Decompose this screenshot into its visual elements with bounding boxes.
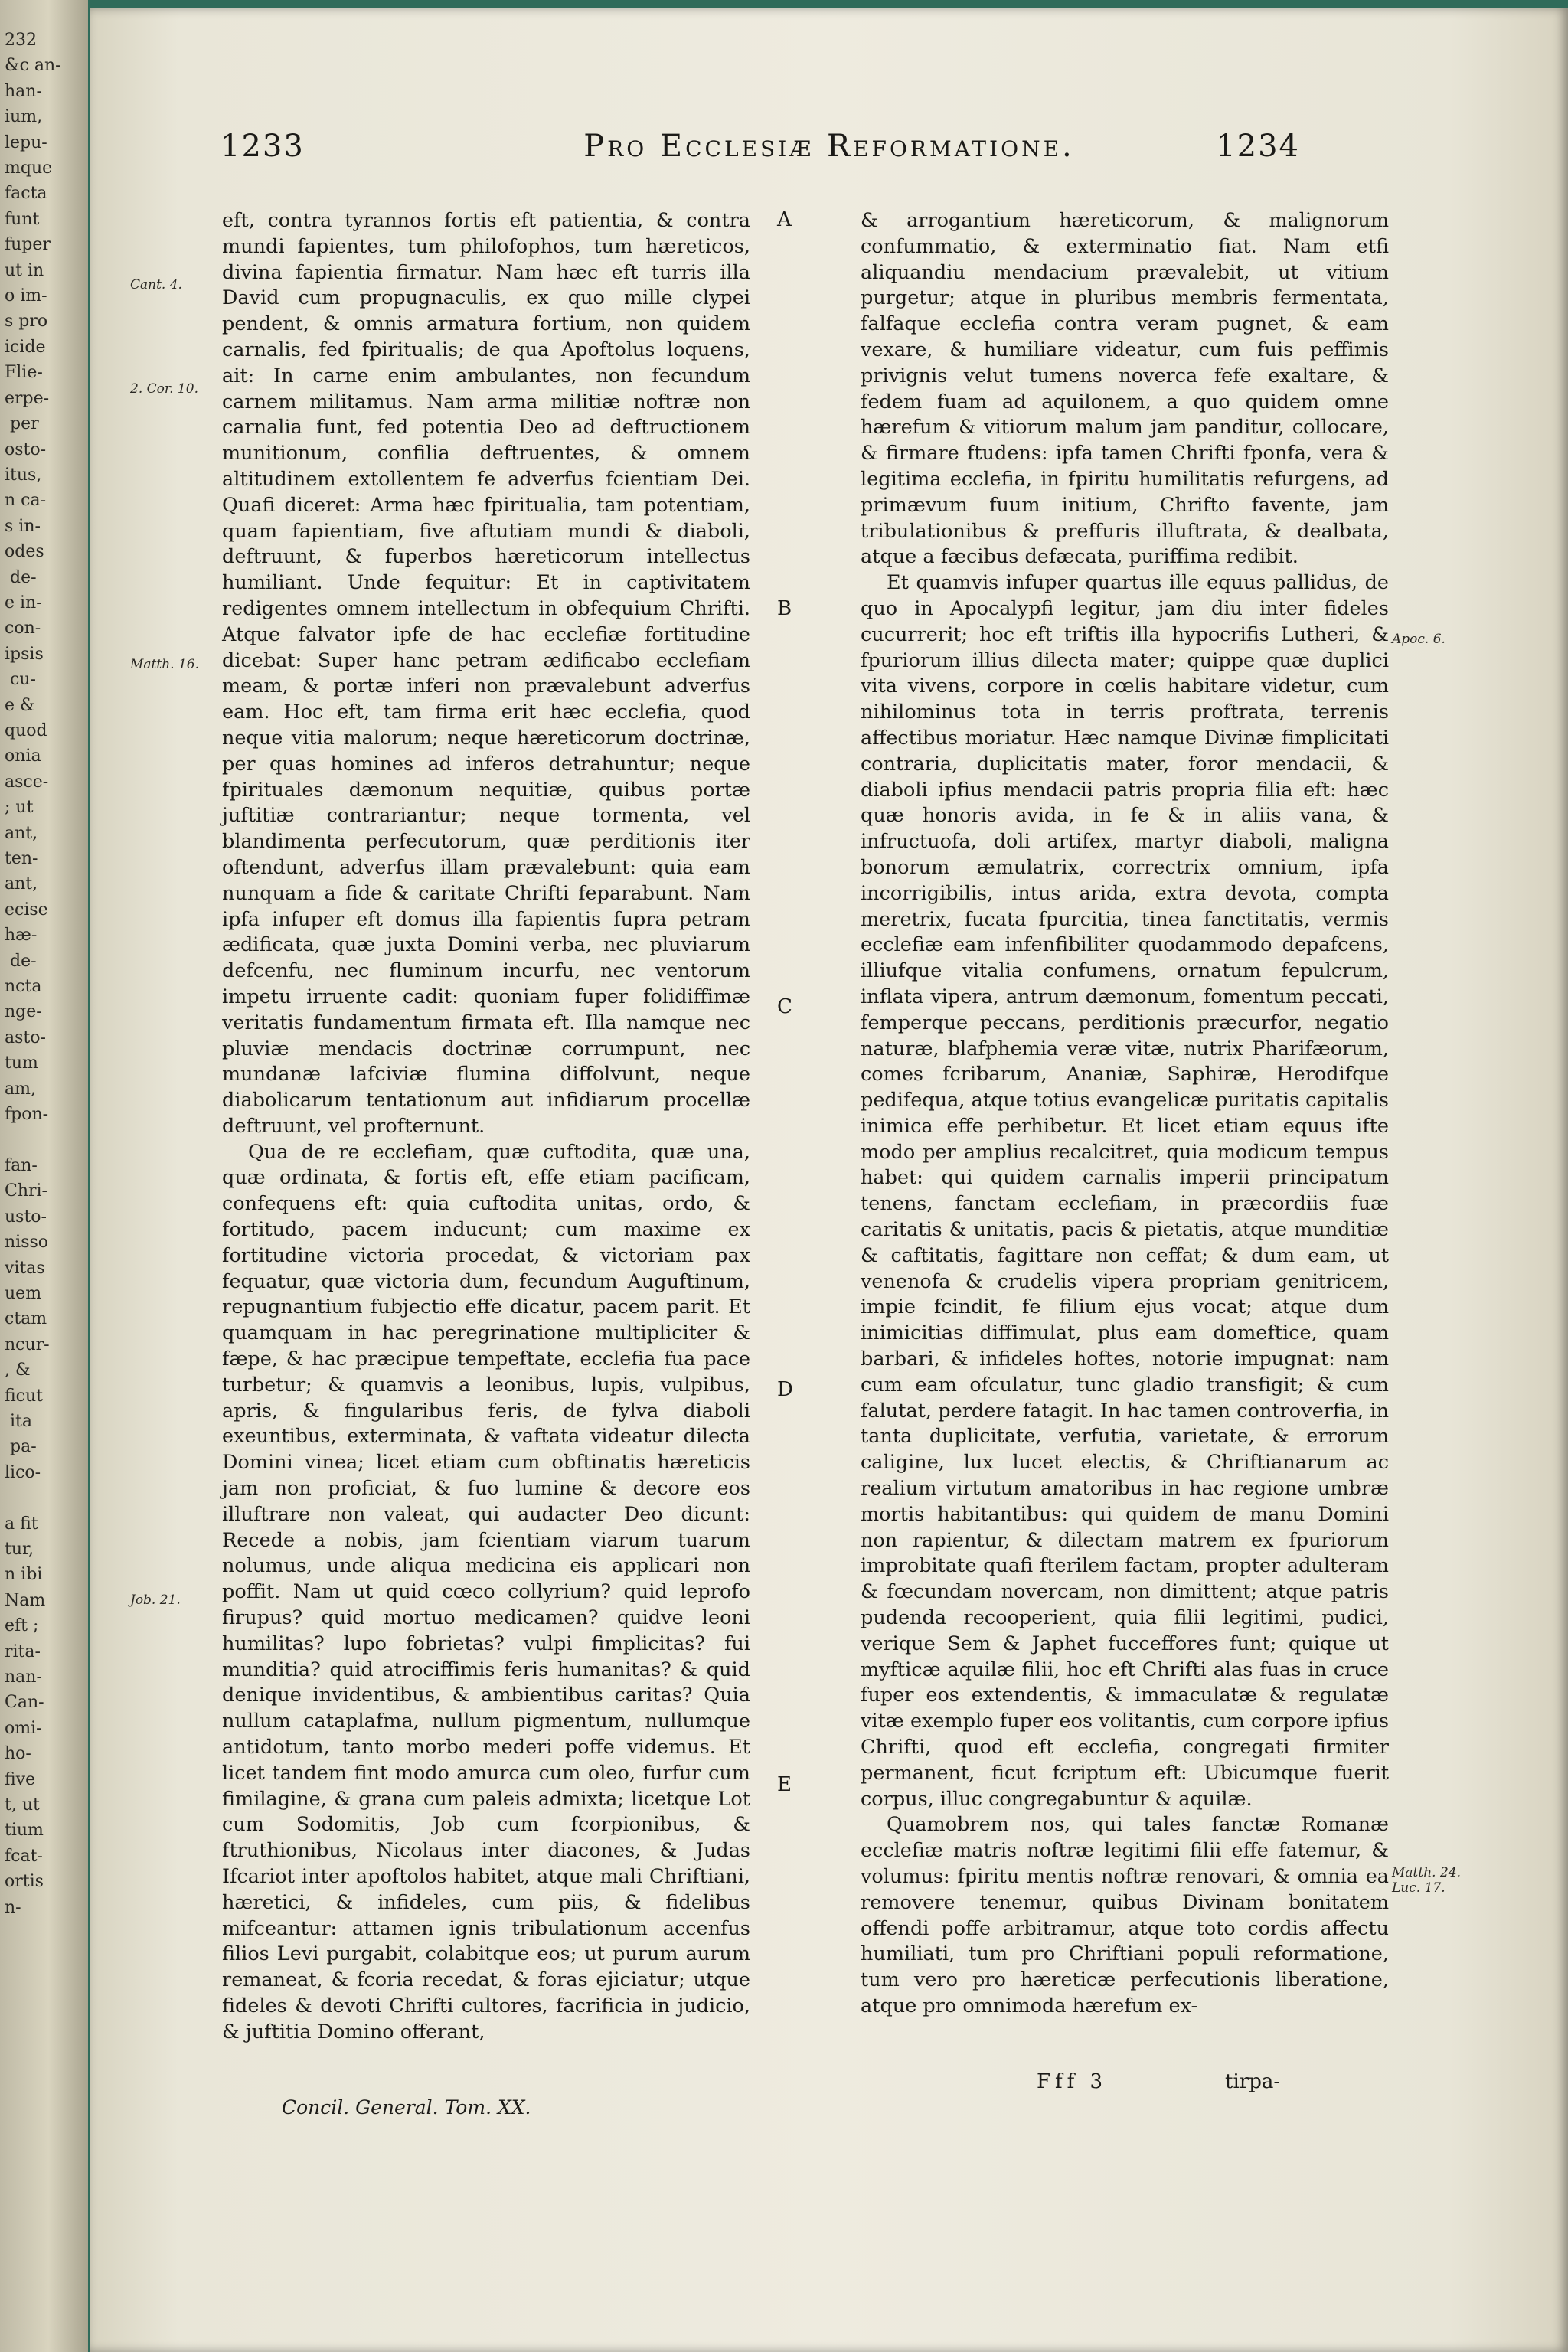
- running-title: Pro Ecclesiæ Reformatione.: [583, 129, 1075, 164]
- book-page: [90, 8, 1568, 2352]
- signature-mark: Fff 3: [1037, 2070, 1108, 2093]
- left-paragraph-2: Qua de re ecclefiam, quæ cuftodita, quæ una, quæ ordinata, & fortis eft, effe etiam pacificam, confequens eft: quia cuftodita unitas, ordo, & fortitudo, pacem inducunt; cum maxime ex fortitudine victoria procedat, & victoriam pax fequatur, quæ victoria dum, fecundum Auguftinum, repugnantium fubjectio effe dicatur, pacem parit. Et quamquam in hac peregrinatione multipliciter & fæpe, & hac præcipue tempeftate, ecclefia fua pace turbetur; & quamvis a leonibus, lupis, vulpibus, apris, & fingularibus feris, de fylva diaboli exeuntibus, exterminata, & vaftata videatur dilecta Domini vinea; licet etiam cum obftinatis hæreticis jam non proficiat, & fuo lumine & decore eos illuftrare non valeat, qui audacter Deo dicunt: Recede a nobis, jam fcientiam viarum tuarum nolumus, unde aliqua medicina eis applicari non poffit. Nam ut quid cœco collyrium? quid leprofo firupus? quid mortuo medicamen? quidve leoni humilitas? lupo fobrietas? vulpi fimplicitas? fui munditia? quid atrociffimis feris humanitas? & quid denique invidentibus, & ambientibus caritas? Quia nullum cataplafma, nullum pigmentum, nullumque antidotum, tanto morbo mederi poffe videmus. Et licet tandem fint modo amurca cum oleo, furfur cum fimilagine, & grana cum paleis admixta; licetque Lot cum Sodomitis, Job cum fcorpionibus, & ftruthionibus, Nicolaus inter diacones, & Judas Ifcariot inter apoftolos habitet, atque mali Chriftiani, hæretici, & infideles, cum piis, & fidelibus mifceantur: attamen ignis tribulationum accenfus filios Levi purgabit, colabitque eos; ut purum aurum remaneat, & fcoria recedat, & foras ejiciatur; utque fideles & devoti Chrifti cultores, facrificia in judicio, & juftitia Domino offerant,: [222, 1140, 750, 2043]
- margin-note-matth: Matth. 16.: [130, 657, 199, 672]
- section-letter-c: C: [777, 995, 792, 1018]
- section-letter-a: A: [777, 208, 792, 231]
- left-paragraph-1: eft, contra tyrannos fortis eft patientia, & contra mundi fapientes, tum philofophos, tum hæreticos, divina fapientia firmatur. Nam hæc eft turris illa David cum propugnaculis, ex quo mille clypei pendent, & omnis armatura fortium, non quidem carnalis, fed fpiritualis; de qua Apoftolus loquens, ait: In carne enim ambulantes, non fecundum carnem militamus. Nam arma militiæ noftræ non carnalia funt, fed potentia Deo ad deftructionem munitionum, confilia deftruentes, & omnem altitudinem extollentem fe adverfus fcientiam Dei. Quafi diceret: Arma hæc fpiritualia, tam potentiam, quam fapientiam, five aftutiam mundi & diaboli, deftruunt, & fuperbos hæreticorum intellectus humiliant. Unde fequitur: Et in captivitatem redigentes omnem intellectum in obfequium Chrifti. Atque falvator ipfe de hac ecclefiæ fortitudine dicebat: Super hanc petram ædificabo ecclefiam meam, & portæ inferi non prævalebunt adverfus eam. Hoc eft, tam firma erit hæc ecclefia, quod neque vitia malorum; neque hæreticorum doctrinæ, per quas homines ad inferos detrahuntur; neque fpirituales dæmonum nequitiæ, quibus portæ juftitiæ contrariantur; neque tormenta, vel blandimenta perfecutorum, quæ perditionis iter oftendunt, adverfus illam prævalebunt: quia eam nunquam a fide & caritate Chrifti feparabunt. Nam ipfa infuper eft domus illa fapientis fupra petram ædificata, quæ juxta Domini verba, nec pluviarum defcenfu, nec fluminum incurfu, nec ventorum impetu irruente cadit: quoniam fuper folidiffimæ veritatis fundamentum firmata eft. Illa namque nec pluviæ mendacis doctrinæ corrumpunt, nec mundanæ lafciviæ flumina diffolvunt, neque diabolicarum tentationum aut infidiarum procellæ deftruunt, vel profternunt.: [222, 209, 750, 1138]
- right-column: [861, 208, 1389, 2020]
- section-letter-e: E: [777, 1773, 792, 1796]
- left-column: [222, 208, 750, 2046]
- right-paragraph-2: Et quamvis infuper quartus ille equus pallidus, de quo in Apocalypfi legitur, jam diu inter fideles cucurrerit; hoc eft triftis illa hypocrifis Lutheri, & fpuriorum illius dilecta mater; quippe quæ duplici vita vivens, corpore in cœlis habitare videtur, cum nihilominus tota in terris proftrata, terrenis affectibus moriatur. Hæc namque Divinæ fimplicitati contraria, duplicitatis mater, foror mendacii, & diaboli ipfius mendacii patris propria filia eft: hæc quæ honoris avida, in fe & in aliis vana, & infructuofa, doli artifex, martyr diaboli, maligna bonorum æmulatrix, correctrix omnium, ipfa incorrigibilis, intus arida, extra devota, compta meretrix, fucata fpurcitia, tinea fanctitatis, vermis ecclefiæ eam infenfibiliter quodammodo depafcens, illiufque vitalia confumens, ornatum fepulcrum, inflata vipera, antrum dæmonum, fomentum peccati, femperque peccans, perditionis præcurfor, negatio naturæ, blafphemia veræ vitæ, nutrix Pharifæorum, comes fcribarum, Ananiæ, Saphiræ, Herodifque pedifequa, atque totius evangelicæ puritatis capitalis inimica effe perhibetur. Et licet etiam equus ifte modo per amplius recalcitret, quia modicum tempus habet: qui quidem carnalis imperii principatum tenens, fanctam ecclefiam, in præcordiis fuæ caritatis & unitatis, pacis & pietatis, atque munditiæ & caftitatis, fagittare non ceffat; & dum eam, ut venenofa & crudelis vipera propriam genitricem, impie fcindit, fe filium ejus vocat; atque dum inimicitias diffimulat, plus eam domeftice, quam barbari, & infideles hoftes, notorie impugnat: nam cum eam ofculatur, tunc gladio transfigit; & cum falutat, perdere fatagit. In hac tamen controverfia, in tanta duplicitate, verfutia, varietate, & errorum caligine, lux lucet electis, & Chriftianarum ac realium virtutum amatoribus in hac regione umbræ mortis habitantibus: qui quidem de manu Domini non rapientur, & dilectam matrem ex fpuriorum improbitate quafi fterilem factam, propter adulteram & fœcundam novercam, non dimittent; atque patris pudenda recooperient, quia filii legitimi, pudici, verique Sem & Japhet fucceffores funt; quique ut myfticæ aquilæ filii, hoc eft Chrifti alas fuas in cruce fuper eos extendentis, & immaculatæ & regulatæ vitæ exemplo fuper eos volitantis, cum corpore ipfius Chrifti, quod eft ecclefia, congregati firmiter permanent, ficut fcriptum eft: Ubicumque fuerit corpus, illuc congregabuntur & aquilæ.: [861, 571, 1389, 1811]
- running-header: [90, 129, 1568, 175]
- section-letter-d: D: [777, 1378, 793, 1401]
- page-number-right: 1234: [1216, 129, 1300, 164]
- catchword: tirpa-: [1225, 2070, 1281, 2093]
- footer-volume: Concil. General. Tom. XX.: [282, 2096, 531, 2118]
- page-number-left: 1233: [220, 129, 305, 164]
- margin-note-apoc: Apoc. 6.: [1392, 632, 1446, 647]
- section-letter-b: B: [777, 597, 792, 620]
- margin-note-cor: 2. Cor. 10.: [130, 381, 198, 397]
- right-paragraph-3: Quamobrem nos, qui tales fanctæ Romanæ ecclefiæ matris noftræ legitimi filii effe fatemur, & volumus: fpiritu mentis noftræ renovari, & omnia ea removere tenemur, quibus Divinam bonitatem offendi poffe arbitramur, atque toto cordis affectu humiliati, tum pro Chriftiani populi reformatione, tum vero pro hæreticæ perfecutionis liberatione, atque pro omnimoda hærefum ex-: [861, 1813, 1389, 2017]
- right-paragraph-1: & arrogantium hæreticorum, & malignorum confummatio, & exterminatio fiat. Nam etfi aliquandiu mendacium prævalebit, ut vitium purgetur; atque in pluribus membris fermentata, falfaque ecclefia contra veram pugnet, & eam vexare, & humiliare videatur, cum fuis peffimis privignis velut tumens noverca fefe exaltare, & fedem fuam ad aquilonem, a quo quidem omne hærefum & vitiorum malum jam panditur, collocare, & firmare ftudens: ipfa tamen Chrifti fponfa, vera & legitima ecclefia, in fpiritu humilitatis refurgens, ad primævum fuum initium, Chrifto favente, jam tribulationibus & preffuris illuftrata, & dealbata, atque a fæcibus defæcata, puriffima redibit.: [861, 209, 1389, 569]
- facing-page-fragment: 232 &c an- han- ium, lepu- mque facta funt fuper ut in o im- s pro icide Flie- erpe- per osto- itus, n ca- s in- odes de- e in- con- ipsis cu- e & quod onia asce- ; ut ant, ten- ant, ecise hæ- de- ncta nge- asto- tum am, fpon- fan- Chri- usto- nisso vitas uem ctam ncur- , & ficut ita pa- lico- a fit tur, n ibi Nam eft ; rita- nan- Can- omi- ho- five t, ut tium fcat- ortis n-: [5, 31, 61, 1917]
- margin-note-job: Job. 21.: [130, 1592, 181, 1608]
- margin-note-matth-luc: Matth. 24. Luc. 17.: [1392, 1865, 1461, 1896]
- binding-gutter: [0, 0, 88, 2352]
- margin-note-cant: Cant. 4.: [130, 277, 182, 292]
